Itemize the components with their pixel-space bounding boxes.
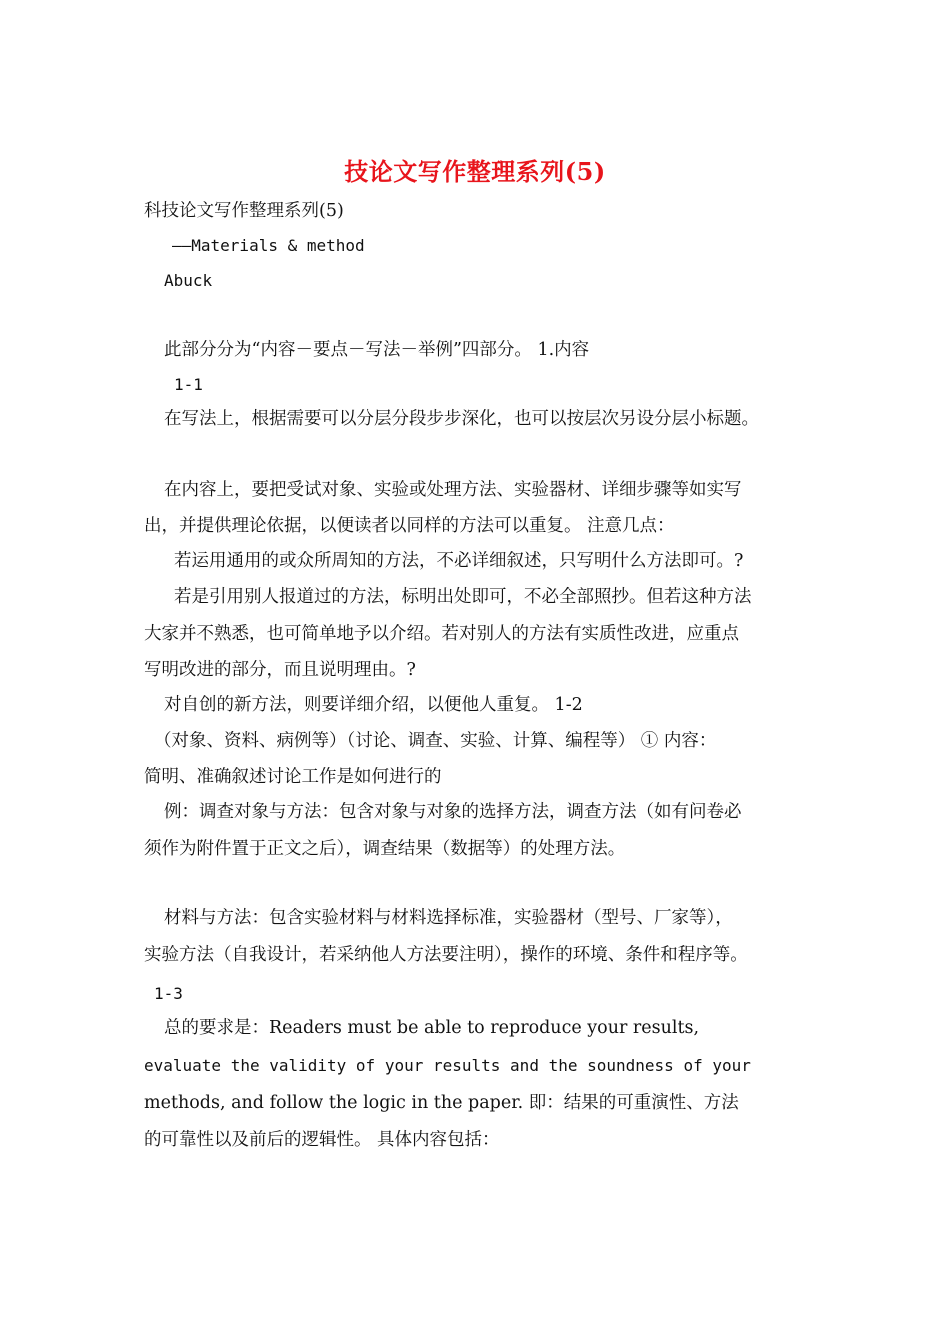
paragraph-line: 若是引用别人报道过的方法，标明出处即可，不必全部照抄。但若这种方法 xyxy=(174,587,752,607)
section-heading: ——Materials & method xyxy=(172,236,365,255)
paragraph-line: 出，并提供理论依据，以便读者以同样的方法可以重复。 注意几点： xyxy=(144,516,675,536)
paragraph-line: 实验方法（自我设计，若采纳他人方法要注明），操作的环境、条件和程序等。 xyxy=(144,945,748,965)
paragraph-line: methods, and follow the logic in the paper. 即：结果的可重演性、方法 xyxy=(144,1093,739,1113)
subtitle-line: 科技论文写作整理系列(5) xyxy=(144,201,344,221)
author-line: Abuck xyxy=(164,271,213,290)
document-title: 技论文写作整理系列(5) xyxy=(344,157,606,186)
paragraph-line: 此部分分为“内容－要点－写法－举例”四部分。 1.内容 xyxy=(164,340,590,360)
paragraph-line: 材料与方法：包含实验材料与材料选择标准，实验器材（型号、厂家等）， xyxy=(164,908,733,928)
paragraph-line: 写明改进的部分，而且说明理由。? xyxy=(144,660,416,680)
paragraph-line: 大家并不熟悉，也可简单地予以介绍。若对别人的方法有实质性改进，应重点 xyxy=(144,624,739,644)
paragraph-line: evaluate the validity of your results and the soundness of your xyxy=(144,1056,751,1075)
paragraph-line: 须作为附件置于正文之后），调查结果（数据等）的处理方法。 xyxy=(144,839,626,859)
paragraph-line: 的可靠性以及前后的逻辑性。 具体内容包括： xyxy=(144,1130,500,1150)
paragraph-line: 在内容上，要把受试对象、实验或处理方法、实验器材、详细步骤等如实写 xyxy=(164,480,742,500)
paragraph-line: 简明、准确叙述讨论工作是如何进行的 xyxy=(144,767,442,787)
paragraph-line: 对自创的新方法，则要详细介绍，以便他人重复。 1-2 xyxy=(164,695,583,715)
paragraph-line: 在写法上，根据需要可以分层分段步步深化，也可以按层次另设分层小标题。 xyxy=(164,409,759,429)
paragraph-line: （对象、资料、病例等）（讨论、调查、实验、计算、编程等） ① 内容： xyxy=(154,731,717,751)
paragraph-line: 若运用通用的或众所周知的方法，不必详细叙述，只写明什么方法即可。? xyxy=(174,551,744,571)
paragraph-line: 例：调查对象与方法：包含对象与对象的选择方法，调查方法（如有问卷必 xyxy=(164,802,742,822)
section-number: 1-1 xyxy=(174,375,203,394)
paragraph-line: 总的要求是：Readers must be able to reproduce your results, xyxy=(164,1018,700,1038)
section-number: 1-3 xyxy=(154,984,183,1003)
